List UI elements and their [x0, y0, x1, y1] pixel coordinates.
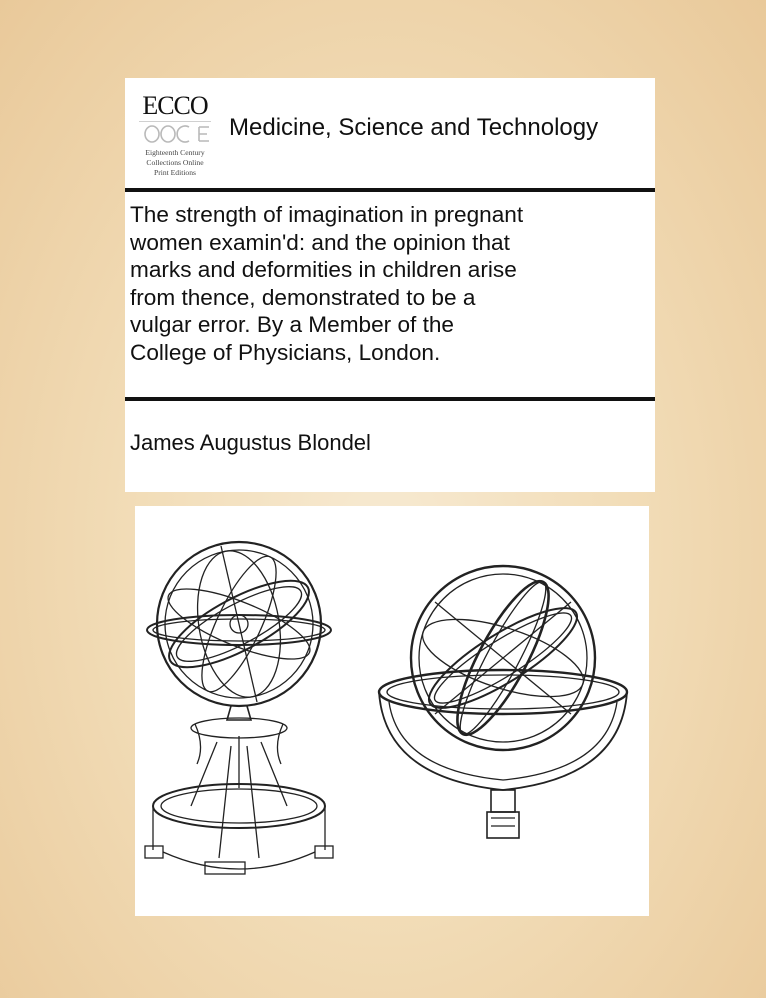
ecco-logo — [135, 90, 215, 182]
author-name: James Augustus Blondel — [130, 430, 371, 455]
title-line-3: marks and deformities in children arise — [130, 257, 517, 283]
ecco-wordmark: ECCO — [142, 91, 208, 120]
title-line-4: from thence, demonstrated to be a — [130, 284, 476, 310]
title-line-2: women examin'd: and the opinion that — [130, 229, 510, 255]
cover-panel — [125, 78, 655, 492]
top-divider — [125, 188, 655, 192]
ecco-caption-line-3: Print Editions — [154, 168, 196, 177]
illustration — [135, 506, 649, 916]
title-line-1: The strength of imagination in pregnant — [130, 202, 524, 227]
armillary-sphere-image — [379, 566, 627, 838]
book-title — [130, 201, 652, 367]
ecco-caption-line-1: Eighteenth Century — [145, 148, 205, 157]
series-title: Medicine, Science and Technology — [229, 114, 599, 141]
armillary-sphere-on-stand-image — [145, 542, 333, 874]
ecco-caption-line-2: Collections Online — [146, 158, 204, 167]
bottom-divider — [125, 397, 655, 401]
title-line-6: College of Physicians, London. — [130, 339, 441, 365]
title-line-5: vulgar error. By a Member of the — [130, 312, 454, 338]
ecco-logo-mark — [139, 90, 211, 146]
series-header — [125, 78, 655, 188]
ecco-caption — [135, 148, 215, 178]
illustration-plate — [135, 506, 649, 916]
